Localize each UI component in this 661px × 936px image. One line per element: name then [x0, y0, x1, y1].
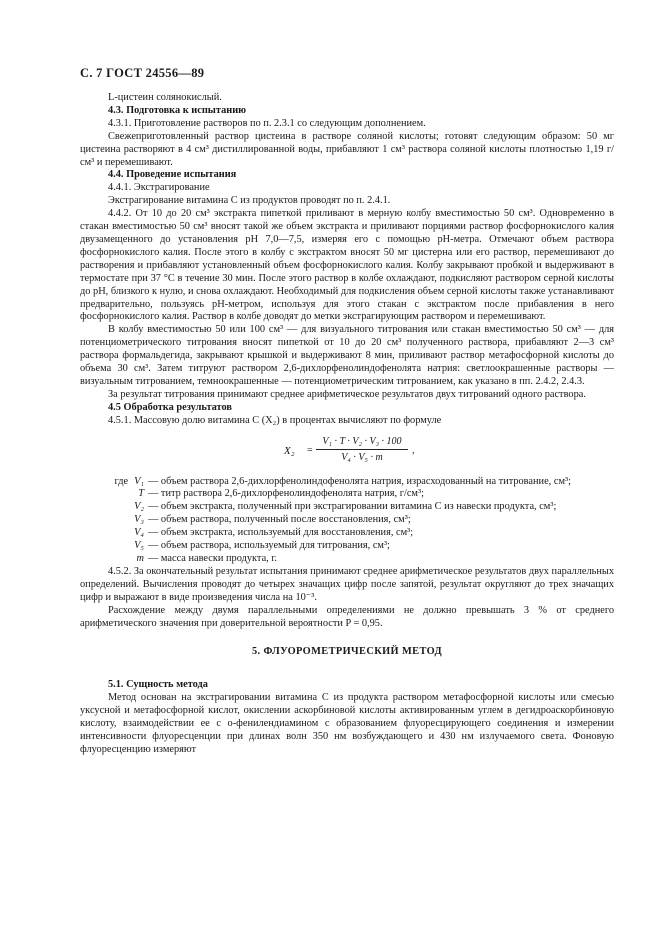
formula-comma: , [412, 444, 415, 456]
formula-lhs: X₂ [284, 444, 295, 457]
paragraph: 4.3.1. Приготовление растворов по п. 2.3.1 со следующим дополнением. [108, 117, 426, 129]
variable-symbol [80, 488, 144, 501]
variable-definition [80, 553, 614, 566]
variable-symbol-text: V₃ [134, 514, 144, 526]
variable-symbol [80, 476, 144, 489]
variable-symbol-text: V₄ [134, 527, 144, 539]
variable-symbol-text: V₁ [134, 475, 144, 487]
subsection-heading: 4.5 Обработка результатов [108, 401, 233, 413]
paragraph: В колбу вместимостью 50 или 100 см³ — для визуального титрования или стакан вместимостью 50 см³ — для потенциометрического титрования вносят пипеткой от 10 до 20 см³ полученного раствора, прибавляют 2—3 см³ раствора формальдегида, закрывают крышкой и выдерживают 8 мин, приливают раствор метафосфорной кислоты до объема 30 см³. Затем титруют раствором 2,6-дихлорфенолиндофенолята натрия: светлоокрашенные растворы — визуальным титрованием, темноокрашенные — потенциометрическим титрованием, как указано в пп. 2.4.2, 2.4.3. [80, 324, 614, 387]
variable-definition [80, 527, 614, 540]
variable-definition [80, 514, 614, 527]
formula-eq: = [307, 444, 313, 456]
variable-definition [80, 476, 614, 489]
section-heading: 5. ФЛУОРОМЕТРИЧЕСКИЙ МЕТОД [251, 646, 443, 658]
paragraph: Расхождение между двумя параллельными определениями не должно превышать 3 % от среднего арифметического значения при доверительной вероятности P = 0,95. [80, 604, 614, 629]
variable-symbol-text: m [136, 553, 144, 564]
variable-description: — объем экстракта, полученный при экстрагировании витамина С из навески продукта, см³; [148, 501, 557, 513]
variable-description: — объем экстракта, используемый для восстановления, см³; [148, 527, 414, 539]
variable-symbol [80, 527, 144, 540]
variable-description: — объем раствора, полученный после восстановления, см³; [148, 514, 411, 526]
variable-symbol [80, 514, 144, 527]
variable-symbol [80, 501, 144, 514]
variable-symbol [80, 540, 144, 553]
subsection-heading: 4.4. Проведение испытания [108, 169, 237, 181]
variable-lead: где [114, 475, 129, 487]
paragraph: 4.4.1. Экстрагирование [108, 182, 210, 194]
page-header: С. 7 ГОСТ 24556—89 [80, 66, 205, 80]
formula [80, 434, 614, 470]
paragraph: Свежеприготовленный раствор цистеина в растворе соляной кислоты; готовят следующим образом: 50 мг цистеина растворяют в 4 см³ дистиллированной воды, прибавляют 1 см³ раствора соляной кислоты плотностью 1,19 г/см³ и перемешивают. [80, 130, 614, 168]
formula-num: V₁ · T · V₂ · V₃ · 100 [322, 435, 402, 447]
subsection-heading: 5.1. Сущность метода [108, 679, 208, 691]
variable-symbol [80, 553, 144, 566]
variable-symbol-text: T [138, 488, 144, 500]
paragraph: 4.5.2. За окончательный результат испытания принимают среднее арифметическое результатов двух параллельных определений. Вычисления проводят до четырех значащих цифр после запятой, результат округляют до трех значащих цифр и выражают в виде произведения числа на 10⁻³. [80, 565, 614, 603]
subsection-heading: 4.3. Подготовка к испытанию [108, 104, 247, 116]
paragraph: 4.4.2. От 10 до 20 см³ экстракта пипеткой приливают в мерную колбу вместимостью 50 см³. Одновременно в стакан вместимостью 50 см³ вносят такой же объем экстракта и приливают порциями раствор фосфорнокислого калия двузамещенного до установления pH 7,0—7,5, измеряя его с помощью pH-метра. Отмечают объем раствора фосфорнокислого калия. После этого в колбу с экстрактом вносят 50 мг цистерна или его раствор, перемешивают до растворения и прибавляют установленный объем фосфорнокислого калия. Колбу закрывают пробкой и выдерживают в термостате при 37 °С в течение 30 мин. После этого раствор в колбе охлаждают, подкисляют раствором серной кислоты до pH, близкого к нулю, и снова охлаждают. Необходимый для подкисления объем серной кислоты также устанавливают предварительно, пользуясь pH-метром, используя для этого стакан с экстрактом после прибавления в него фосфорнокислого калия. Раствор в колбе доводят до метки экстрагирующим раствором и перемешивают. [80, 208, 615, 323]
variable-description: — масса навески продукта, г. [148, 553, 277, 564]
fraction-bar [316, 449, 408, 450]
variable-symbol-text: V₂ [134, 501, 144, 513]
paragraph: Экстрагирование витамина С из продуктов проводят по п. 2.4.1. [108, 195, 391, 207]
paragraph: Метод основан на экстрагировании витамина С из продукта раствором метафосфорной кислоты или смесью уксусной и метафосфорной кислот, окислении аскорбиновой кислоты активированным углем в дегидроаскорбиновую кислоту, взаимодействии ее с о-фенилендиамином с образованием флуоресцирующего соединения и измерении интенсивности флуоресценции при длинах волн 350 нм возбуждающего и 430 нм излучаемого света. Фоновую флуоресценцию измеряют [80, 692, 614, 755]
document-body [80, 92, 614, 757]
paragraph: За результат титрования принимают среднее арифметическое результатов двух титрований одного раствора. [108, 388, 586, 400]
paragraph: 4.5.1. Массовую долю витамина С (X₂) в процентах вычисляют по формуле [108, 414, 442, 426]
paragraph: L-цистеин солянокислый. [108, 92, 222, 103]
variable-description: — объем раствора, используемый для титрования, см³; [148, 540, 390, 552]
formula-den: V₄ · V₅ · m [341, 451, 383, 463]
variable-symbol-text: V₅ [134, 540, 144, 552]
variable-definition [80, 540, 614, 553]
variable-description: — титр раствора 2,6-дихлорфенолиндофенолята натрия, г/см³; [148, 488, 424, 500]
variable-description: — объем раствора 2,6-дихлорфенолиндофенолята натрия, израсходованный на титрование, см³; [148, 475, 571, 487]
variable-definition [80, 501, 614, 514]
variable-definition [80, 488, 614, 501]
